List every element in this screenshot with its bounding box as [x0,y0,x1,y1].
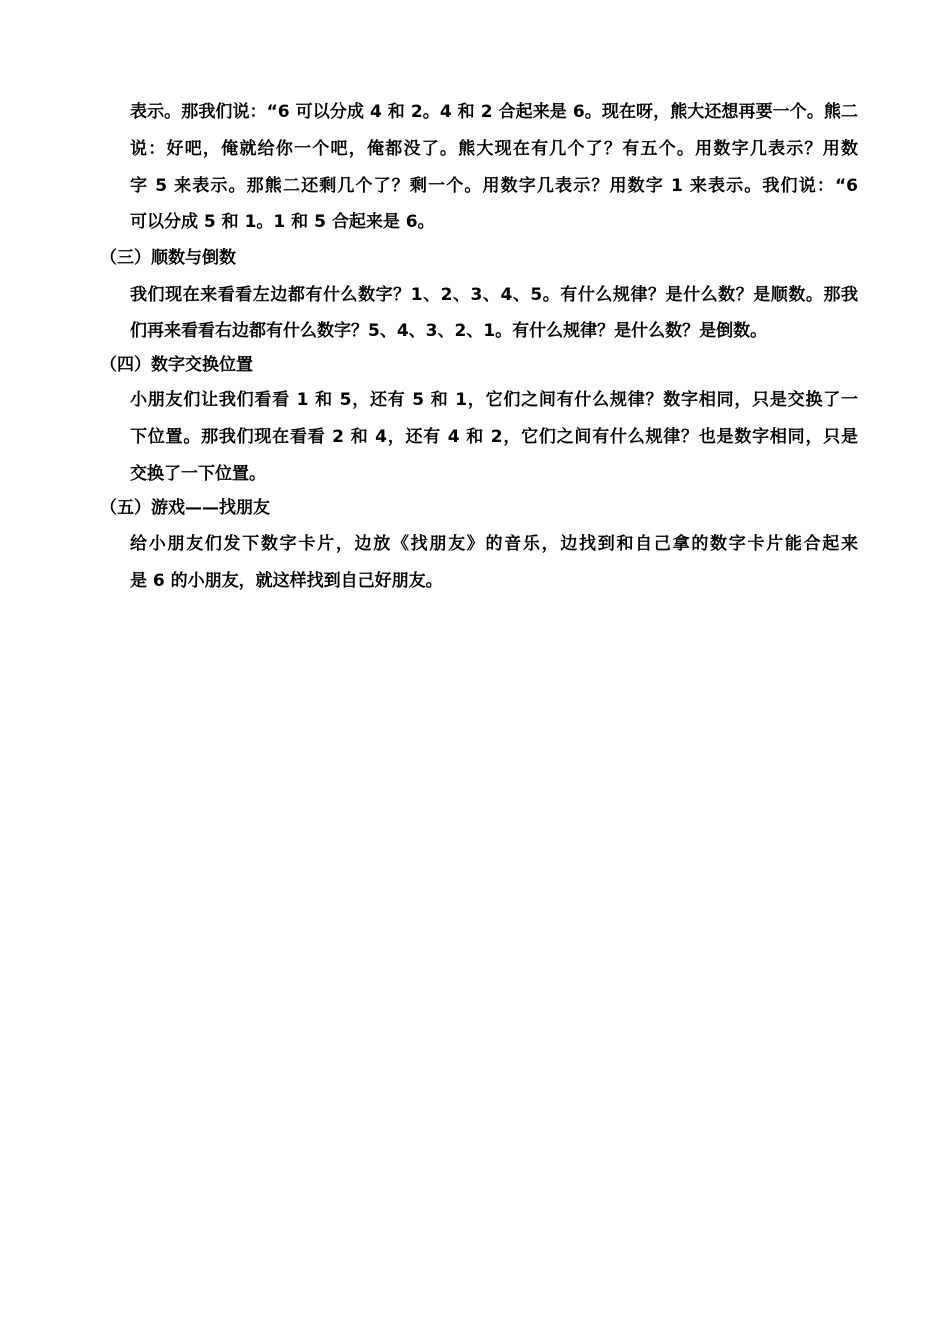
paragraph-line: 我们现在来看看左边都有什么数字？1、2、3、4、5。有什么规律？是什么数？是顺数。那我 [130,285,858,305]
paragraph-line: 小朋友们让我们看看 1 和 5，还有 5 和 1，它们之间有什么规律？数字相同，只是交换了一 [130,390,858,410]
paragraph-line: 可以分成 5 和 1。1 和 5 合起来是 6。 [130,212,435,232]
paragraph-line: 给小朋友们发下数字卡片，边放《找朋友》的音乐，边找到和自己拿的数字卡片能合起来 [130,534,858,554]
paragraph-line: 是 6 的小朋友，就这样找到自己好朋友。 [130,571,443,591]
paragraph-line: 表示。那我们说：“6 可以分成 4 和 2。4 和 2 合起来是 6。现在呀，熊大还想再要一个。熊二 [130,102,858,122]
paragraph-line: 字 5 来表示。那熊二还剩几个了？剩一个。用数字几表示？用数字 1 来表示。我们说：“6 [130,176,858,196]
paragraph-line: 下位置。那我们现在看看 2 和 4，还有 4 和 2，它们之间有什么规律？也是数字相同，只是 [130,427,858,447]
paragraph-line: 们再来看看右边都有什么数字？5、4、3、2、1。有什么规律？是什么数？是倒数。 [130,321,768,341]
section-heading: （四）数字交换位置 [100,355,253,375]
section-heading: （五）游戏——找朋友 [100,498,270,518]
section-heading: （三）顺数与倒数 [100,248,236,268]
paragraph-line: 说：好吧，俺就给你一个吧，俺都没了。熊大现在有几个了？有五个。用数字几表示？用数 [130,139,858,159]
paragraph-line: 交换了一下位置。 [130,464,266,484]
